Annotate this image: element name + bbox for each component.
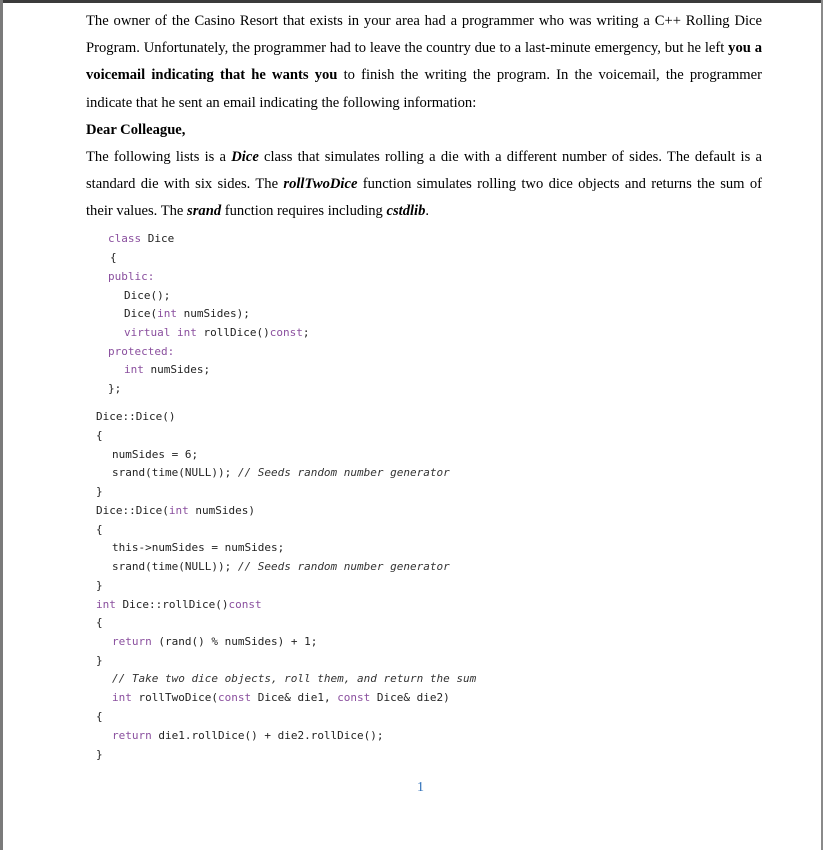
page-number: 1 bbox=[417, 780, 424, 795]
code-line: return (rand() % numSides) + 1; bbox=[112, 635, 318, 648]
code-line: } bbox=[96, 579, 103, 592]
srand-name: srand bbox=[187, 203, 222, 220]
code-line: srand(time(NULL)); // Seeds random number generator bbox=[112, 560, 450, 573]
code-line: int numSides; bbox=[124, 363, 211, 376]
code-line: class Dice bbox=[108, 232, 175, 245]
code-line: Dice::Dice() bbox=[96, 410, 176, 423]
dice-class-name: Dice bbox=[231, 149, 259, 166]
email-text-4: function requires including bbox=[221, 203, 387, 220]
email-text-2: class that simulates rolling a die with a different number of sides. The default is a standard die with six sides. The bbox=[86, 149, 762, 193]
code-line: protected: bbox=[108, 345, 175, 358]
code-line: { bbox=[96, 523, 103, 536]
code-line: { bbox=[96, 429, 103, 442]
code-line: Dice::Dice(int numSides) bbox=[96, 504, 255, 517]
email-text-5: . bbox=[425, 203, 430, 220]
code-line: } bbox=[96, 748, 103, 761]
code-line: virtual int rollDice()const; bbox=[124, 326, 310, 339]
intro-bold-text: you a voicemail indicating that he wants you bbox=[86, 40, 763, 84]
code-line: }; bbox=[108, 382, 122, 395]
cstdlib-name: cstdlib bbox=[386, 203, 426, 220]
code-line: Dice(int numSides); bbox=[124, 307, 250, 320]
code-line: { bbox=[110, 251, 117, 264]
code-line: int Dice::rollDice()const bbox=[96, 598, 262, 611]
email-text-1: The following lists is a bbox=[86, 149, 232, 166]
code-line: { bbox=[96, 616, 103, 629]
code-line: return die1.rollDice() + die2.rollDice(); bbox=[112, 729, 384, 742]
intro-text-1: The owner of the Casino Resort that exists in your area had a programmer who was writing a C++ Rolling Dice Program. Unfortunately, the programmer had to leave the country due to a last-minute emergency, but he left bbox=[86, 13, 762, 57]
code-line: { bbox=[96, 710, 103, 723]
code-line: this->numSides = numSides; bbox=[112, 541, 285, 554]
code-line: Dice(); bbox=[124, 289, 171, 302]
email-greeting: Dear Colleague, bbox=[86, 121, 186, 138]
code-line: numSides = 6; bbox=[112, 448, 199, 461]
code-line: } bbox=[96, 485, 103, 498]
intro-text-2: to finish the writing the program. In the voicemail, the programmer indicate that he sent an email indicating the following information: bbox=[86, 67, 762, 111]
email-text-3: function simulates rolling two dice objects and returns the sum of their values. The bbox=[86, 176, 762, 220]
code-line: // Take two dice objects, roll them, and return the sum bbox=[112, 672, 477, 685]
code-line: srand(time(NULL)); // Seeds random number generator bbox=[112, 466, 450, 479]
code-line: int rollTwoDice(const Dice& die1, const Dice& die2) bbox=[112, 691, 450, 704]
roll-two-dice-name: rollTwoDice bbox=[283, 176, 358, 193]
code-line: public: bbox=[108, 270, 155, 283]
code-line: } bbox=[96, 654, 103, 667]
